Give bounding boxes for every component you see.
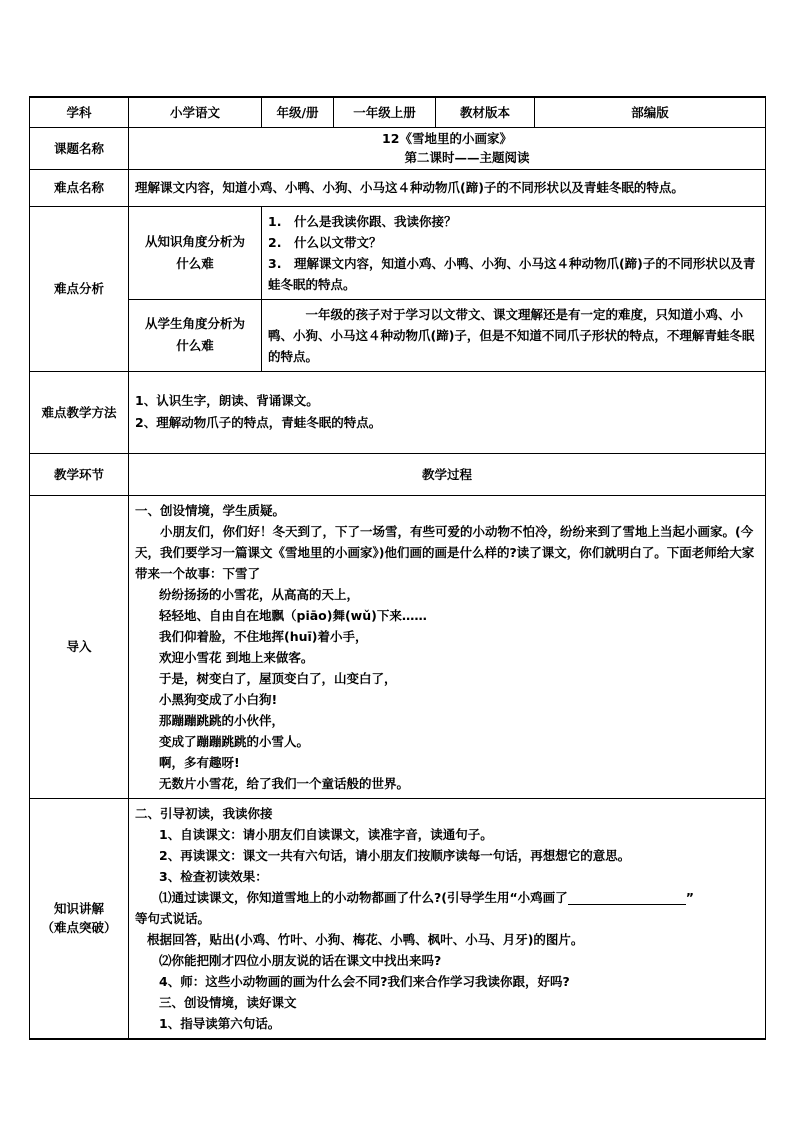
- poem-line: 小黑狗变成了小白狗!: [159, 691, 278, 707]
- method-item-1: 1、认识生字，朗读、背诵课文。: [135, 393, 319, 408]
- knowledge-item-3a-cont: 等句式说话。: [135, 910, 211, 926]
- knowledge-angle-label: 从知识角度分析为什么难: [129, 206, 262, 299]
- lesson-title: [129, 127, 766, 169]
- process-label: 教学过程: [129, 453, 766, 495]
- intro-content: [129, 495, 766, 798]
- knowledge-item-1: 1. 什么是我读你跟、我读你接？: [268, 213, 457, 229]
- difficulty-row: [30, 169, 766, 206]
- knowledge-content: [129, 798, 766, 1039]
- knowledge-item-3a-prefix: ⑴通过读课文，你知道雪地上的小动物都画了什么?(引导学生用“小鸡画了: [159, 889, 568, 905]
- knowledge-item-2: 2. 什么以文带文？: [268, 234, 382, 250]
- knowledge-item-3: 3. 理解课文内容，知道小鸡、小鸭、小狗、小马这４种动物爪(蹄)子的不同形状以及青蛙冬眠的特点。: [268, 255, 756, 292]
- student-angle-label: 从学生角度分析为什么难: [129, 299, 262, 371]
- knowledge-heading-3: 三、创设情境，读好课文: [159, 994, 297, 1010]
- poem-line: 啊，多有趣呀!: [159, 754, 240, 770]
- lesson-label: 课题名称: [30, 127, 129, 169]
- analysis-label: 难点分析: [30, 206, 129, 371]
- method-label: 难点教学方法: [30, 371, 129, 453]
- lesson-title-row: [30, 127, 766, 169]
- method-list: [129, 371, 766, 453]
- lesson-plan-page: [29, 96, 765, 1040]
- intro-paragraph: 小朋友们，你们好！冬天到了，下了一场雪，有些可爱的小动物不怕冷，纷纷来到了雪地上当起小画家。(今天，我们要学习一篇课文《雪地里的小画家》)他们画的画是什么样的?读了课文，你们就明白了。下面老师给大家带来一个故事：下雪了: [135, 523, 755, 581]
- stage-label: 教学环节: [30, 453, 129, 495]
- poem-line: 我们仰着脸，不住地挥(huī)着小手，: [159, 628, 368, 644]
- subject-label: 学科: [30, 97, 129, 127]
- difficulty-text: 理解课文内容，知道小鸡、小鸭、小狗、小马这４种动物爪(蹄)子的不同形状以及青蛙冬眠的特点。: [129, 169, 766, 206]
- knowledge-item-2: 2、再读课文：课文一共有六句话，请小朋友们按顺序读每一句话，再想想它的意思。: [159, 847, 631, 863]
- knowledge-row: [30, 798, 766, 1039]
- analysis-knowledge-row: [30, 206, 766, 299]
- grade-label: 年级/册: [262, 97, 334, 127]
- poem-line: 那蹦蹦跳跳的小伙伴，: [159, 712, 285, 728]
- grade-value: 一年级上册: [334, 97, 436, 127]
- knowledge-item-3a-suffix: ”: [685, 889, 694, 905]
- intro-label: 导入: [30, 495, 129, 798]
- knowledge-heading: 二、引导初读，我读你接: [135, 805, 273, 821]
- method-item-2: 2、理解动物爪子的特点，青蛙冬眠的特点。: [135, 415, 382, 430]
- poem-line: 于是，树变白了，屋顶变白了，山变白了，: [159, 670, 397, 686]
- poem-line: 纷纷扬扬的小雪花，从高高的天上，: [159, 586, 360, 602]
- subject-value: 小学语文: [129, 97, 262, 127]
- knowledge-item-1: 1、自读课文：请小朋友们自读课文，读准字音，读通句子。: [159, 826, 493, 842]
- lesson-plan-table: [29, 96, 766, 1040]
- method-row: [30, 371, 766, 453]
- student-angle-text: 一年级的孩子对于学习以文带文、课文理解还是有一定的难度，只知道小鸡、小鸭、小狗、小马这４种动物爪(蹄)子，但是不知道不同爪子形状的特点，不理解青蛙冬眠的特点。: [262, 299, 766, 371]
- header-row: [30, 97, 766, 127]
- poem-line: 无数片小雪花，给了我们一个童话般的世界。: [159, 775, 410, 791]
- knowledge-label: [30, 798, 129, 1039]
- knowledge-item-3: 3、检查初读效果：: [159, 868, 268, 884]
- poem-line: 变成了蹦蹦跳跳的小雪人。: [159, 733, 310, 749]
- knowledge-item-5: 1、指导读第六句话。: [159, 1015, 281, 1031]
- knowledge-label-line1: 知识讲解: [53, 901, 104, 916]
- edition-value: 部编版: [535, 97, 766, 127]
- knowledge-label-line2: （难点突破）: [41, 920, 117, 935]
- knowledge-item-3c: ⑵你能把刚才四位小朋友说的话在课文中找出来吗?: [159, 952, 442, 968]
- intro-row: [30, 495, 766, 798]
- knowledge-angle-list: [262, 206, 766, 299]
- lesson-title-line1: 12《雪地里的小画家》: [382, 131, 512, 146]
- analysis-student-row: [30, 299, 766, 371]
- intro-heading: 一、创设情境，学生质疑。: [135, 502, 286, 518]
- answer-blank: [568, 892, 686, 905]
- lesson-title-line2: 第二课时——主题阅读: [404, 150, 530, 165]
- poem-line: 轻轻地、自由自在地飘（piāo)舞(wǔ)下来……: [159, 607, 427, 623]
- process-header-row: [30, 453, 766, 495]
- knowledge-item-3a: [135, 887, 759, 908]
- knowledge-item-3b: 根据回答，贴出(小鸡、竹叶、小狗、梅花、小鸭、枫叶、小马、月牙)的图片。: [147, 931, 584, 947]
- edition-label: 教材版本: [436, 97, 535, 127]
- difficulty-label: 难点名称: [30, 169, 129, 206]
- poem-line: 欢迎小雪花 到地上来做客。: [159, 649, 314, 665]
- knowledge-item-4: 4、师：这些小动物画的画为什么会不同?我们来合作学习我读你跟，好吗?: [159, 973, 570, 989]
